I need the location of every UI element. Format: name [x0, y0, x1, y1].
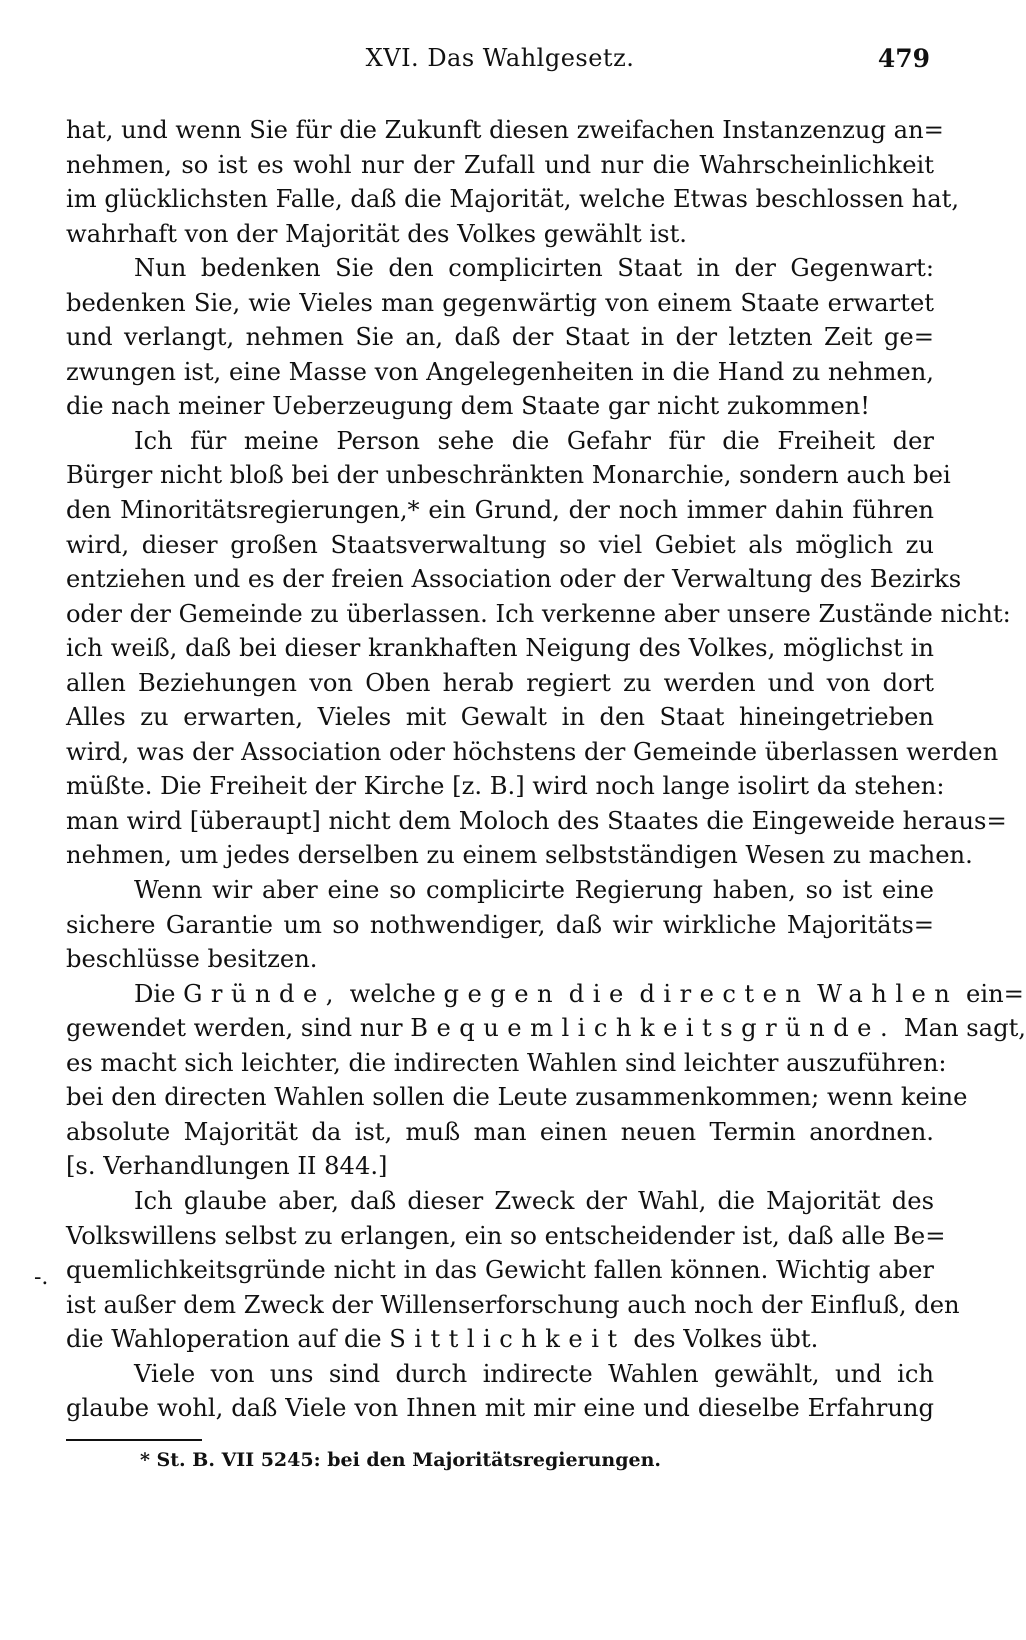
- text-line: bedenken Sie, wie Vieles man gegenwärtig von einem Staate erwartet: [66, 288, 934, 317]
- text-line: Ich glaube aber, daß dieser Zweck der Wahl, die Majorität des: [134, 1186, 934, 1215]
- running-header: [66, 44, 934, 84]
- text-line: nehmen, um jedes derselben zu einem selbstständigen Wesen zu machen.: [66, 841, 973, 870]
- text-line: entziehen und es der freien Association oder der Verwaltung des Bezirks: [66, 565, 962, 594]
- spaced-word: die: [568, 979, 632, 1008]
- text-line: glaube wohl, daß Viele von Ihnen mit mir eine und dieselbe Erfahrung: [66, 1394, 934, 1423]
- text-line: Ich für meine Person sehe die Gefahr für die Freiheit der: [134, 426, 934, 455]
- text-line: ist außer dem Zweck der Willenserforschung auch noch der Einfluß, den: [66, 1290, 960, 1319]
- spaced-word: directen: [639, 979, 810, 1008]
- page-number: 479: [877, 44, 930, 73]
- text-line: Wenn wir aber eine so complicirte Regierung haben, so ist eine: [134, 876, 934, 905]
- spaced-word: gegen: [443, 979, 562, 1008]
- text-line: wird, was der Association oder höchstens der Gemeinde überlassen werden: [66, 737, 999, 766]
- text-line-spaced: die Wahloperation auf die Sittlichkeit des Volkes übt.: [66, 1325, 819, 1354]
- text-line: wahrhaft von der Majorität des Volkes gewählt ist.: [66, 219, 687, 248]
- text-line: nehmen, so ist es wohl nur der Zufall und nur die Wahrscheinlichkeit: [66, 150, 934, 179]
- text-line: und verlangt, nehmen Sie an, daß der Staat in der letzten Zeit ge=: [66, 323, 934, 352]
- text-line: hat, und wenn Sie für die Zukunft diesen zweifachen Instanzenzug an=: [66, 116, 944, 144]
- text-line: ich weiß, daß bei dieser krankhaften Neigung des Volkes, möglichst in: [66, 634, 934, 663]
- text-line: im glücklichsten Falle, daß die Majorität, welche Etwas beschlossen hat,: [66, 185, 960, 214]
- text-line: beschlüsse besitzen.: [66, 945, 318, 974]
- text-line: die nach meiner Ueberzeugung dem Staate gar nicht zukommen!: [66, 392, 870, 421]
- running-title: XVI. Das Wahlgesetz.: [365, 44, 635, 72]
- text-line: absolute Majorität da ist, muß man einen neuen Termin anordnen.: [66, 1117, 934, 1146]
- text-line-spaced: Die Gründe, welche gegen die directen Wahlen ein=: [134, 979, 1024, 1008]
- text-line: zwungen ist, eine Masse von Angelegenheiten in die Hand zu nehmen,: [66, 357, 934, 386]
- text-line: quemlichkeitsgründe nicht in das Gewicht fallen können. Wichtig aber: [66, 1256, 934, 1285]
- footnote: * St. B. VII 5245: bei den Majoritätsregierungen.: [140, 1449, 662, 1471]
- spaced-word: Bequemlichkeitsgründe.: [410, 1014, 897, 1043]
- spaced-word: Gründe,: [183, 979, 342, 1008]
- text-line: es macht sich leichter, die indirecten Wahlen sind leichter auszuführen:: [66, 1048, 947, 1077]
- margin-mark: -.: [34, 1265, 49, 1290]
- text-line: bei den directen Wahlen sollen die Leute zusammenkommen; wenn keine: [66, 1083, 968, 1112]
- footnote-rule: [66, 1439, 202, 1441]
- text-line: Nun bedenken Sie den complicirten Staat in der Gegenwart:: [134, 254, 934, 283]
- body-text: [66, 113, 1026, 1426]
- text-line: Volkswillens selbst zu erlangen, ein so entscheidender ist, daß alle Be=: [66, 1221, 946, 1250]
- text-line: man wird [überaupt] nicht dem Moloch des Staates die Eingeweide heraus=: [66, 806, 1007, 835]
- text-line: allen Beziehungen von Oben herab regiert zu werden und von dort: [66, 668, 934, 697]
- text-line-spaced: gewendet werden, sind nur Bequemlichkeitsgründe. Man sagt,: [66, 1014, 1026, 1043]
- text-line: sichere Garantie um so nothwendiger, daß wir wirkliche Majoritäts=: [66, 910, 934, 939]
- spaced-word: Sittlichkeit: [389, 1325, 626, 1354]
- text-line: Viele von uns sind durch indirecte Wahlen gewählt, und ich: [134, 1359, 934, 1388]
- text-line: wird, dieser großen Staatsverwaltung so viel Gebiet als möglich zu: [66, 530, 934, 559]
- spaced-word: Wahlen: [817, 979, 959, 1008]
- text-line: den Minoritätsregierungen,* ein Grund, der noch immer dahin führen: [66, 496, 934, 525]
- text-line: [s. Verhandlungen II 844.]: [66, 1152, 388, 1181]
- text-line: Bürger nicht bloß bei der unbeschränkten Monarchie, sondern auch bei: [66, 461, 951, 490]
- text-line: Alles zu erwarten, Vieles mit Gewalt in den Staat hineingetrieben: [66, 703, 934, 732]
- text-line: oder der Gemeinde zu überlassen. Ich verkenne aber unsere Zustände nicht:: [66, 599, 1011, 628]
- text-line: müßte. Die Freiheit der Kirche [z. B.] wird noch lange isolirt da stehen:: [66, 772, 945, 801]
